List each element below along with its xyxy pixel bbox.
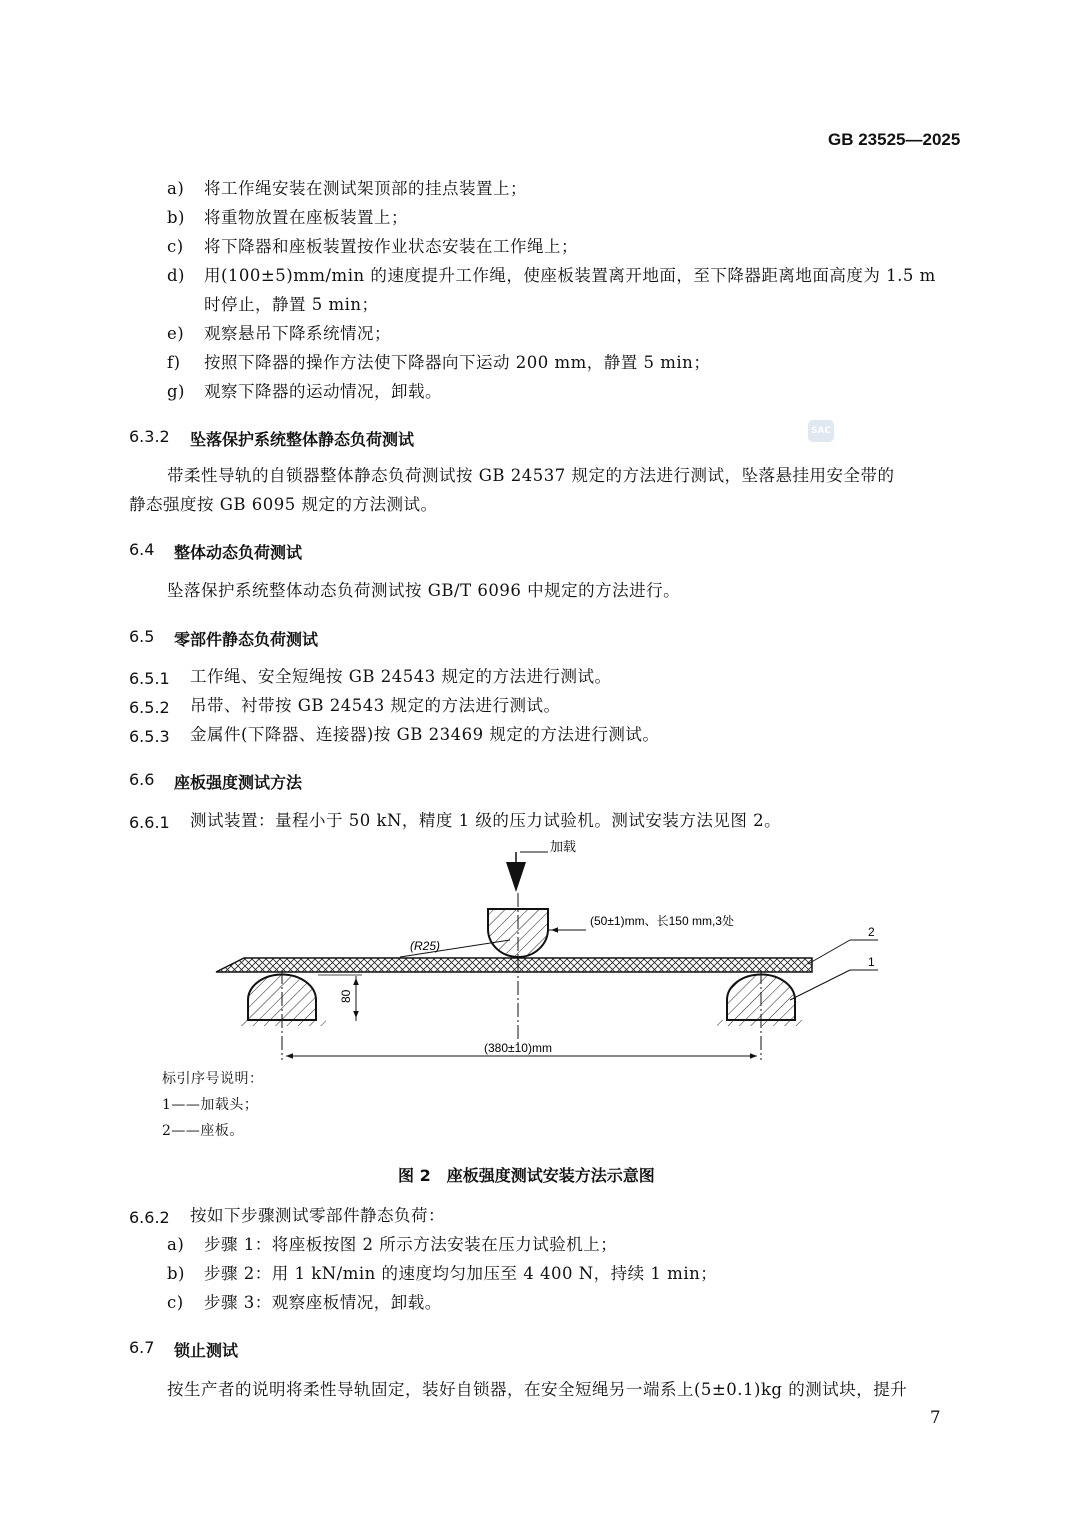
paragraph: 工作绳、安全短绳按 GB 24543 规定的方法进行测试。	[190, 667, 612, 686]
section-title: 整体动态负荷测试	[174, 543, 303, 562]
section-number: 6.3.2	[129, 427, 170, 446]
legend-item: 2——座板。	[162, 1123, 244, 1139]
page-number: 7	[930, 1408, 941, 1427]
paragraph: 按生产者的说明将柔性导轨固定，装好自锁器，在安全短绳另一端系上(5±0.1)kg 的测试块，提升	[167, 1380, 908, 1399]
section-number: 6.5	[129, 627, 155, 646]
list-item: 观察下降器的运动情况，卸载。	[204, 382, 442, 401]
radius-label: (R25)	[410, 939, 441, 953]
paragraph: 坠落保护系统整体动态负荷测试按 GB/T 6096 中规定的方法进行。	[167, 581, 681, 600]
list-marker: d)	[167, 266, 185, 285]
list-marker: b)	[167, 208, 185, 227]
seat-board-shape	[216, 958, 812, 972]
paragraph: 吊带、衬带按 GB 24543 规定的方法进行测试。	[190, 696, 561, 715]
list-marker: a)	[167, 1235, 185, 1254]
subsection-number: 6.5.3	[129, 727, 170, 746]
paragraph: 带柔性导轨的自锁器整体静态负荷测试按 GB 24537 规定的方法进行测试，坠落悬挂用安全带的	[167, 466, 895, 485]
list-item: 观察悬吊下降系统情况；	[204, 324, 391, 343]
sac-watermark: SAC	[808, 420, 834, 442]
list-marker: a)	[167, 179, 185, 198]
list-marker: b)	[167, 1264, 185, 1283]
list-item: 步骤 3：观察座板情况，卸载。	[204, 1293, 442, 1312]
section-number: 6.4	[129, 540, 155, 559]
section-title: 锁止测试	[174, 1341, 239, 1360]
figure-caption: 图 2 座板强度测试安装方法示意图	[398, 1166, 655, 1185]
subsection-number: 6.5.1	[129, 669, 170, 688]
list-item-continuation: 时停止，静置 5 min；	[204, 295, 379, 314]
list-marker: e)	[167, 324, 185, 343]
list-marker: g)	[167, 382, 185, 401]
paragraph: 测试装置：量程小于 50 kN，精度 1 级的压力试验机。测试安装方法见图 2。	[190, 811, 782, 830]
subsection-number: 6.6.2	[129, 1208, 170, 1227]
span-label: (380±10)mm	[484, 1041, 552, 1055]
list-marker: c)	[167, 1293, 184, 1312]
subsection-number: 6.5.2	[129, 698, 170, 717]
section-title: 座板强度测试方法	[174, 773, 303, 792]
list-item: 用(100±5)mm/min 的速度提升工作绳，使座板装置离开地面，至下降器距离地面高度为 1.5 m	[204, 266, 936, 285]
section-title: 零部件静态负荷测试	[174, 630, 319, 649]
list-item: 将下降器和座板装置按作业状态安装在工作绳上；	[204, 237, 578, 256]
list-item: 步骤 2：用 1 kN/min 的速度均匀加压至 4 400 N，持续 1 min；	[204, 1264, 718, 1283]
paragraph: 按如下步骤测试零部件静态负荷：	[190, 1206, 445, 1225]
legend-title: 标引序号说明：	[162, 1071, 264, 1087]
list-marker: f)	[167, 353, 181, 372]
height-label: 80	[339, 989, 353, 1003]
load-label: 加载	[550, 839, 577, 854]
subsection-number: 6.6.1	[129, 813, 170, 832]
list-item: 将工作绳安装在测试架顶部的挂点装置上；	[204, 179, 527, 198]
paragraph: 静态强度按 GB 6095 规定的方法测试。	[129, 495, 438, 514]
load-arrow	[506, 852, 548, 892]
standard-code: GB 23525—2025	[828, 130, 961, 149]
callout-1: 1	[868, 955, 875, 969]
list-item: 步骤 1：将座板按图 2 所示方法安装在压力试验机上；	[204, 1235, 618, 1254]
section-number: 6.7	[129, 1338, 155, 1357]
legend-item: 1——加载头；	[162, 1097, 259, 1113]
list-marker: c)	[167, 237, 184, 256]
section-number: 6.6	[129, 770, 155, 789]
paragraph: 金属件(下降器、连接器)按 GB 23469 规定的方法进行测试。	[190, 725, 660, 744]
head-dimension-label: (50±1)mm、长150 mm,3处	[590, 914, 734, 928]
figure-seat-board-test-setup	[0, 830, 1080, 1070]
list-item: 按照下降器的操作方法使下降器向下运动 200 mm，静置 5 min；	[204, 353, 711, 372]
list-item: 将重物放置在座板装置上；	[204, 208, 408, 227]
callout-2: 2	[868, 925, 875, 939]
section-title: 坠落保护系统整体静态负荷测试	[190, 430, 415, 449]
